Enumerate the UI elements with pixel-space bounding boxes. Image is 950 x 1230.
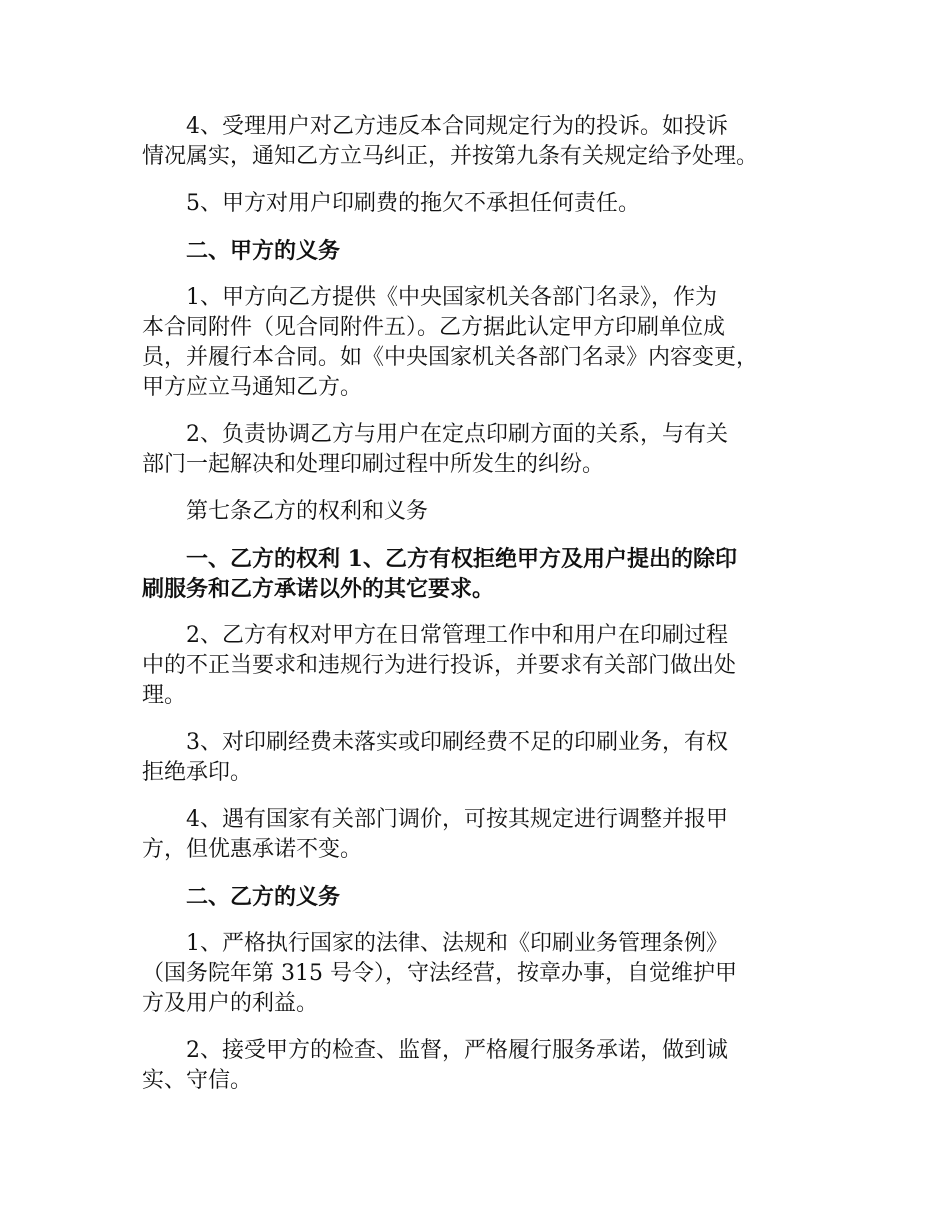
paragraph-line: 员，并履行本合同。如《中央国家机关各部门名录》内容变更， xyxy=(142,345,759,370)
paragraph-line: 实、守信。 xyxy=(142,1068,253,1093)
heading-party-b-obligations xyxy=(142,882,832,912)
paragraph-line: 方，但优惠承诺不变。 xyxy=(142,837,363,862)
paragraph-line: 部门一起解决和处理印刷过程中所发生的纠纷。 xyxy=(142,452,605,477)
paragraph-line: 4、遇有国家有关部门调价，可按其规定进行调整并报甲 xyxy=(186,807,728,832)
heading-text: 二、乙方的义务 xyxy=(186,884,341,910)
paragraph-line: 3、对印刷经费未落实或印刷经费不足的印刷业务，有权 xyxy=(186,730,728,755)
paragraph-comply-law xyxy=(142,929,832,1019)
paragraph-line: 拒绝承印。 xyxy=(142,760,253,785)
article-title-text: 第七条乙方的权利和义务 xyxy=(186,499,429,524)
paragraph-line: 2、接受甲方的检查、监督，严格履行服务承诺，做到诚 xyxy=(186,1038,728,1063)
document-page xyxy=(142,112,832,1113)
paragraph-complaint-right xyxy=(142,621,832,711)
paragraph-party-b-rights xyxy=(142,544,832,604)
paragraph-line: 方及用户的利益。 xyxy=(142,991,319,1016)
paragraph-line: 2、乙方有权对甲方在日常管理工作中和用户在印刷过程 xyxy=(186,623,728,648)
paragraph-line: 2、负责协调乙方与用户在定点印刷方面的关系，与有关 xyxy=(186,422,728,447)
paragraph-line: 一、乙方的权利 1、乙方有权拒绝甲方及用户提出的除印 xyxy=(186,546,737,572)
paragraph-complaint-handling xyxy=(142,112,832,172)
paragraph-refuse-printing xyxy=(142,728,832,788)
paragraph-coordination xyxy=(142,420,832,480)
paragraph-accept-supervision xyxy=(142,1036,832,1096)
paragraph-line: 情况属实，通知乙方立马纠正，并按第九条有关规定给予处理。 xyxy=(142,144,759,169)
heading-text: 二、甲方的义务 xyxy=(186,238,341,264)
paragraph-line: 中的不正当要求和违规行为进行投诉，并要求有关部门做出处 xyxy=(142,653,737,678)
paragraph-line: 1、严格执行国家的法律、法规和《印刷业务管理条例》 xyxy=(186,931,728,956)
paragraph-line: 甲方应立马通知乙方。 xyxy=(142,375,363,400)
article-seven-title xyxy=(142,497,832,527)
paragraph-line: 4、受理用户对乙方违反本合同规定行为的投诉。如投诉 xyxy=(186,114,728,139)
paragraph-line: 1、甲方向乙方提供《中央国家机关各部门名录》，作为 xyxy=(186,285,717,310)
heading-party-a-obligations xyxy=(142,236,832,266)
paragraph-directory-provision xyxy=(142,283,832,403)
paragraph-line: （国务院年第 315 号令），守法经营，按章办事，自觉维护甲 xyxy=(142,961,737,986)
paragraph-price-adjustment xyxy=(142,805,832,865)
paragraph-line: 5、甲方对用户印刷费的拖欠不承担任何责任。 xyxy=(186,191,640,216)
paragraph-fee-liability xyxy=(142,189,832,219)
paragraph-line: 本合同附件（见合同附件五）。乙方据此认定甲方印刷单位成 xyxy=(142,315,726,340)
paragraph-line: 理。 xyxy=(142,683,187,708)
paragraph-line: 刷服务和乙方承诺以外的其它要求。 xyxy=(142,576,495,602)
